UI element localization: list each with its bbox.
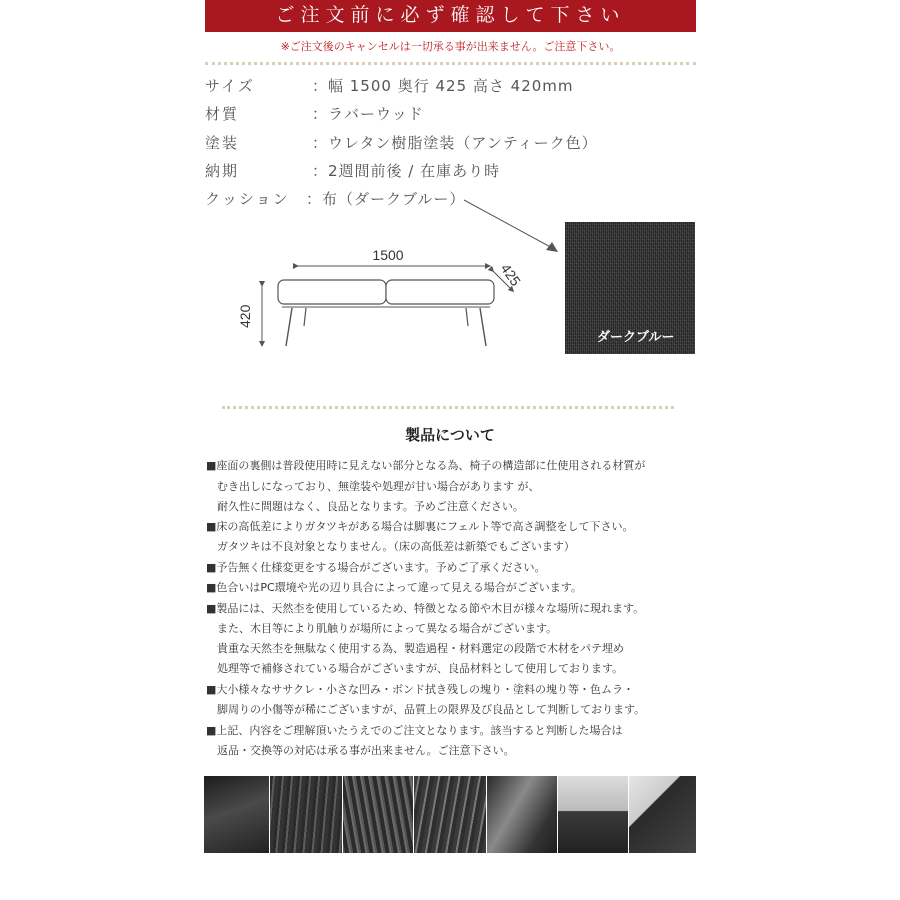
cancel-notice: ※ご注文後のキャンセルは一切承る事が出来ません。ご注意下さい。 bbox=[280, 40, 621, 53]
spec-label-delivery: 納期 bbox=[205, 162, 240, 180]
spec-value-material: ：ラバーウッド bbox=[312, 105, 424, 123]
note-line: ■予告無く仕様変更をする場合がございます。予めご了承ください。 bbox=[206, 561, 546, 574]
wood-photo bbox=[487, 776, 557, 853]
spec-label-size: サイズ bbox=[205, 77, 255, 95]
wood-photo bbox=[414, 776, 486, 853]
bench-leg bbox=[466, 308, 468, 326]
spec-label-material: 材質 bbox=[205, 105, 240, 123]
header-banner bbox=[205, 0, 696, 32]
bench-leg bbox=[304, 308, 306, 326]
note-line: 耐久性に問題はなく、良品となります。予めご注意ください。 bbox=[217, 500, 524, 513]
spec-label-finish: 塗装 bbox=[205, 134, 240, 152]
spec-value-delivery: ：2週間前後 / 在庫あり時 bbox=[312, 162, 501, 180]
width-label: 1500 bbox=[372, 247, 404, 263]
bench-seat-right bbox=[386, 280, 494, 304]
spec-value-size: ：幅 1500 奥行 425 高さ 420mm bbox=[312, 77, 574, 95]
bench-seat-left bbox=[278, 280, 386, 304]
spec-label-cushion: クッション bbox=[205, 190, 290, 208]
dotted-divider bbox=[205, 62, 696, 65]
spec-value-cushion: ：布（ダークブルー） bbox=[306, 190, 466, 208]
note-line: 貴重な天然杢を無駄なく使用する為、製造過程・材料選定の段階で木材をパテ埋め bbox=[217, 642, 624, 655]
banner-title: ご注文前に必ず確認して下さい bbox=[275, 4, 626, 26]
wood-photo bbox=[204, 776, 269, 853]
note-line: ■色合いはPC環境や光の辺り具合によって違って見える場合がございます。 bbox=[206, 581, 582, 594]
note-line: ■座面の裏側は普段使用時に見えない部分となる為、椅子の構造部に仕使用される材質が bbox=[206, 459, 646, 472]
swatch-pointer bbox=[460, 190, 570, 260]
note-line: 脚周りの小傷等が稀にございますが、品質上の限界及び良品として判断しております。 bbox=[217, 703, 646, 716]
note-line: むき出しになっており、無塗装や処理が甘い場合があります が、 bbox=[217, 480, 540, 493]
wood-photo bbox=[629, 776, 696, 853]
wood-photo bbox=[558, 776, 628, 853]
note-line: 処理等で補修されている場合がございますが、良品材料として使用しております。 bbox=[217, 662, 624, 675]
section-title: 製品について bbox=[405, 426, 495, 444]
bench-leg bbox=[286, 308, 292, 346]
wood-photo bbox=[343, 776, 413, 853]
height-label: 420 bbox=[237, 304, 253, 328]
swatch-label: ダークブルー bbox=[597, 330, 675, 345]
dotted-divider bbox=[222, 406, 674, 409]
note-line: ■上記、内容をご理解頂いたうえでのご注文となります。該当すると判断した場合は bbox=[206, 724, 623, 737]
spec-value-finish: ：ウレタン樹脂塗装（アンティーク色） bbox=[312, 134, 598, 152]
note-line: ■大小様々なササクレ・小さな凹み・ボンド拭き残しの塊り・塗料の塊り等・色ムラ・ bbox=[206, 683, 634, 696]
note-line: ■製品には、天然杢を使用しているため、特徴となる節や木目が様々な場所に現れます。 bbox=[206, 602, 645, 615]
note-line: ガタツキは不良対象となりません。（床の高低差は新築でもございます） bbox=[217, 540, 575, 553]
note-line: ■床の高低差によりガタツキがある場合は脚裏にフェルト等で高さ調整をして下さい。 bbox=[206, 520, 634, 533]
wood-photo bbox=[270, 776, 342, 853]
note-line: 返品・交換等の対応は承る事が出来ません。ご注意下さい。 bbox=[217, 744, 515, 757]
bench-leg bbox=[480, 308, 486, 346]
depth-label: 425 bbox=[497, 260, 525, 289]
note-line: また、木目等により肌触りが場所によって異なる場合がございます。 bbox=[217, 622, 558, 635]
